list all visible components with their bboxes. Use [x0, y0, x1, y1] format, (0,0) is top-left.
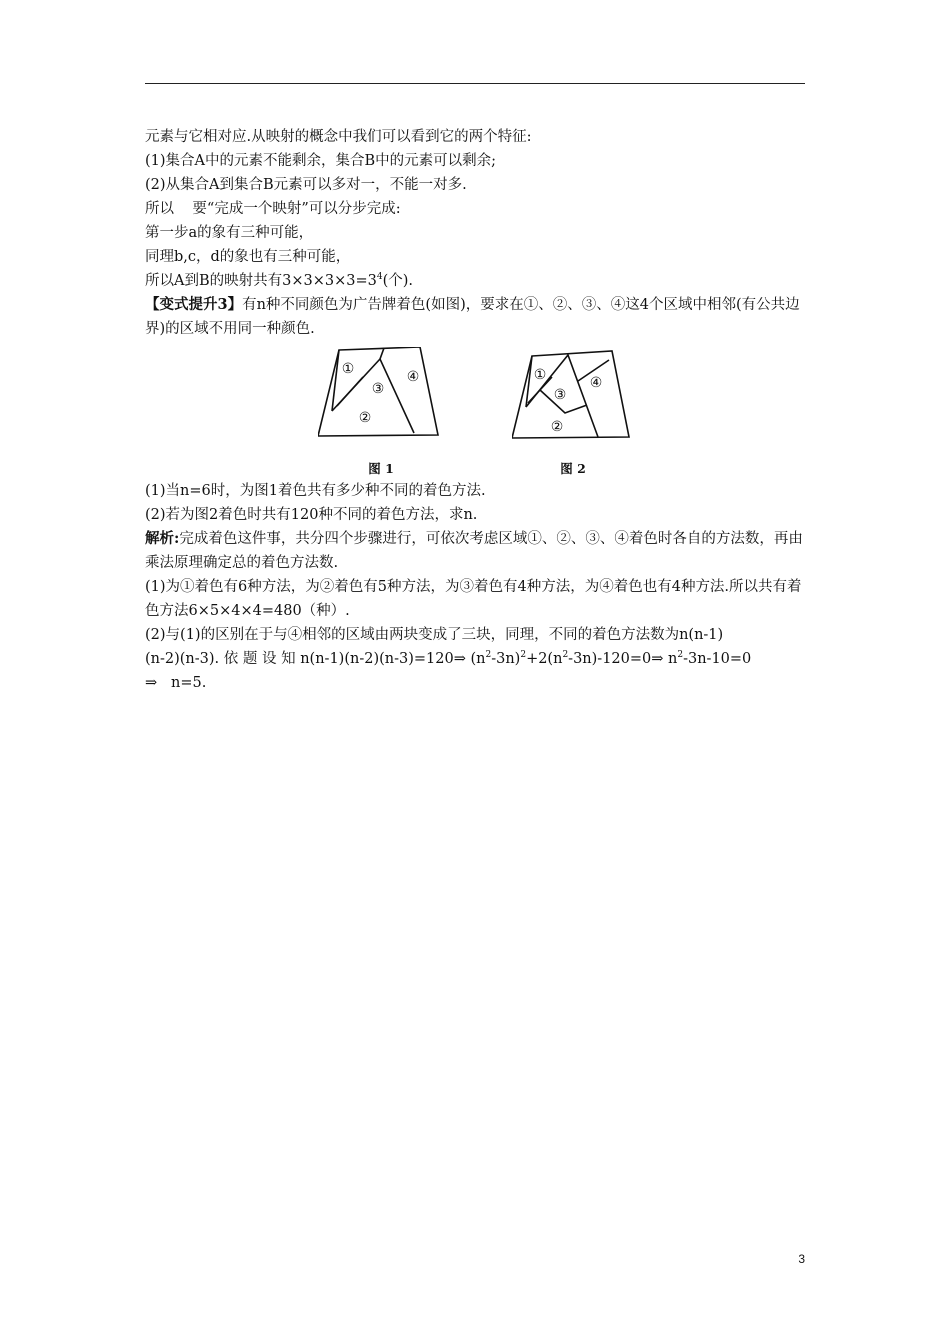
text-line-1: 元素与它相对应.从映射的概念中我们可以看到它的两个特征: [145, 129, 532, 145]
mapping-count-unit: (个). [382, 273, 414, 289]
fig1-region-1-label: ① [341, 361, 355, 377]
fig2-region-3-label: ③ [553, 387, 567, 403]
figure-2-caption: 图 2 [560, 461, 586, 476]
figure-1-diagram [318, 347, 444, 455]
solution-2-line-2 [145, 647, 807, 671]
variant-problem [145, 293, 807, 341]
question-1: (1)当n=6时，为图1着色共有多少种不同的着色方法. [145, 483, 486, 499]
figure-2-diagram [512, 347, 634, 455]
fig1-region-4-label: ④ [406, 369, 420, 385]
figure-1-caption: 图 1 [368, 461, 394, 476]
equation-part: -3n)-120=0⇒ n [568, 651, 678, 667]
solution-2-line-3: ⇒ n=5. [145, 675, 207, 691]
equation-part: (n-2)(n-3). 依 题 设 知 n(n-1)(n-2)(n-3)=120⇒ (n [145, 651, 486, 667]
fig2-region-1-label: ① [533, 367, 547, 383]
figure-2 [512, 347, 634, 481]
equation-part: -3n) [491, 651, 521, 667]
fig1-region-3-label: ③ [371, 381, 385, 397]
text-line-3: (2)从集合A到集合B元素可以多对一，不能一对多. [145, 177, 467, 193]
exponent: 4 [376, 272, 383, 283]
analysis-text: 完成着色这件事，共分四个步骤进行，可依次考虑区域①、②、③、④着色时各自的方法数，再由乘法原理确定总的着色方法数. [145, 531, 803, 571]
page-number: 3 [798, 1252, 805, 1266]
fig2-region-2-label: ② [550, 419, 564, 435]
fig2-region-4-label: ④ [589, 375, 603, 391]
exponent: 2 [520, 650, 527, 661]
page-content [145, 125, 807, 695]
equation-part: +2(n [526, 651, 563, 667]
fig1-region-2-label: ② [358, 410, 372, 426]
header-rule [145, 83, 805, 84]
solution-1: (1)为①着色有6种方法，为②着色有5种方法，为③着色有4种方法，为④着色也有4种方法.所以共有着色方法6×5×4×4=480（种）. [145, 579, 802, 619]
text-line-6: 同理b,c，d的象也有三种可能， [145, 249, 351, 265]
text-line-4: 所以 要“完成一个映射”可以分步完成: [145, 201, 401, 217]
mapping-count-text: 所以A到B的映射共有3×3×3×3=3 [145, 273, 377, 289]
exponent: 2 [485, 650, 492, 661]
text-line-7 [145, 269, 807, 293]
solution-2-line-1: (2)与(1)的区别在于与④相邻的区域由两块变成了三块，同理，不同的着色方法数为n(n-1) [145, 627, 724, 643]
equation-part: -3n-10=0 [683, 651, 752, 667]
figure-1 [318, 347, 444, 481]
variant-label: 【变式提升3】 [145, 296, 243, 313]
text-line-5: 第一步a的象有三种可能， [145, 225, 314, 241]
exponent: 2 [677, 650, 684, 661]
variant-text: 有n种不同颜色为广告牌着色(如图)，要求在①、②、③、④这4个区域中相邻(有公共边界)的区域不用同一种颜色. [145, 297, 800, 337]
analysis [145, 527, 807, 575]
question-2: (2)若为图2着色时共有120种不同的着色方法，求n. [145, 507, 478, 523]
text-line-2: (1)集合A中的元素不能剩余，集合B中的元素可以剩余; [145, 153, 497, 169]
figures-row [145, 347, 807, 475]
analysis-label: 解析: [145, 530, 180, 547]
exponent: 2 [562, 650, 569, 661]
